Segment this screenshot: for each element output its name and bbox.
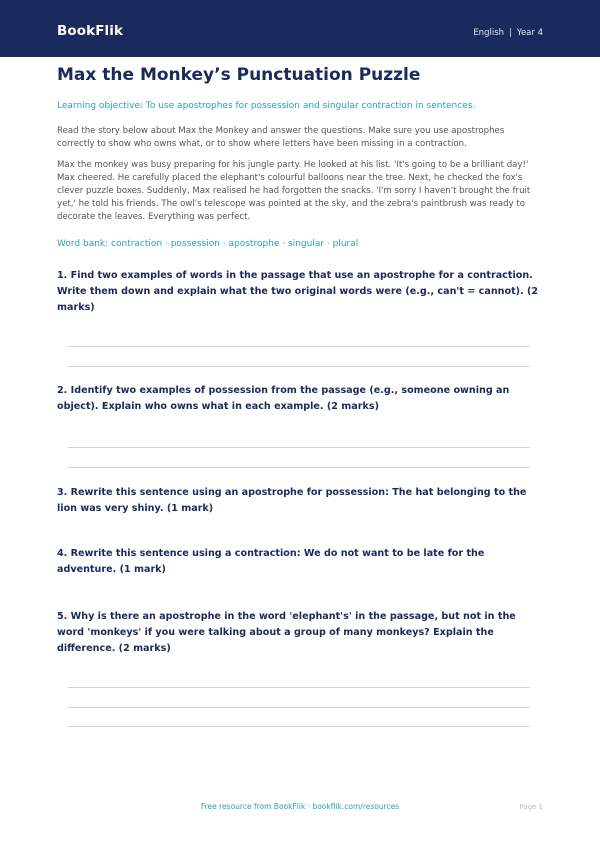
question-1: 1. Find two examples of words in the passage that use an apostrophe for a contraction. Write them down and explain what the two original words were (e.g., can't = cannot). (2 marks) bbox=[57, 270, 539, 313]
meta-separator: | bbox=[509, 28, 512, 38]
answer-line[interactable] bbox=[68, 447, 530, 448]
word-bank: Word bank: contraction · possession · apostrophe · singular · plural bbox=[57, 239, 359, 249]
footer-credit: Free resource from BookFlik · bookflik.com/resources bbox=[200, 802, 400, 811]
subject-label: English bbox=[473, 28, 505, 38]
question-4: 4. Rewrite this sentence using a contraction: We do not want to be late for the adventure. (1 mark) bbox=[57, 548, 485, 575]
question-2: 2. Identify two examples of possession from the passage (e.g., someone owning an object). Explain who owns what in each example. (2 marks) bbox=[57, 385, 510, 412]
answer-line[interactable] bbox=[68, 346, 530, 347]
answer-line[interactable] bbox=[68, 726, 530, 727]
instructions: Read the story below about Max the Monkey and answer the questions. Make sure you use apostrophes correctly to show who owns what, or to show where letters have been missing in a contraction. bbox=[57, 126, 505, 149]
page-number: Page 1 bbox=[519, 803, 543, 811]
question-5: 5. Why is there an apostrophe in the word 'elephant's' in the passage, but not in the word 'monkeys' if you were talking about a group of many monkeys? Explain the difference. (2 marks) bbox=[57, 611, 516, 654]
learning-objective: Learning objective: To use apostrophes for possession and singular contraction in sentences. bbox=[57, 101, 476, 111]
page-header bbox=[0, 0, 600, 57]
brand-logo: BookFlik bbox=[57, 23, 124, 39]
story-passage: Max the monkey was busy preparing for his jungle party. He looked at his list. 'It's going to be a brilliant day!' Max cheered. He carefully placed the elephant's colourful balloons near the tree. Next, he checked the fox's clever puzzle boxes. Suddenly, Max realised he had forgotten the snacks. 'I'm sorry I haven't brought the fruit yet,' he told his friends. The owl's telescope was pointed at the sky, and the zebra's paintbrush was ready to decorate the leaves. Everything was perfect. bbox=[57, 160, 531, 222]
answer-line[interactable] bbox=[68, 467, 530, 468]
answer-line[interactable] bbox=[68, 707, 530, 708]
answer-line[interactable] bbox=[68, 687, 530, 688]
question-3: 3. Rewrite this sentence using an apostrophe for possession: The hat belonging to the lion was very shiny. (1 mark) bbox=[57, 487, 527, 514]
answer-line[interactable] bbox=[68, 366, 530, 367]
page-title: Max the Monkey’s Punctuation Puzzle bbox=[57, 65, 421, 85]
subject-level bbox=[473, 28, 543, 38]
year-label: Year 4 bbox=[516, 28, 543, 38]
